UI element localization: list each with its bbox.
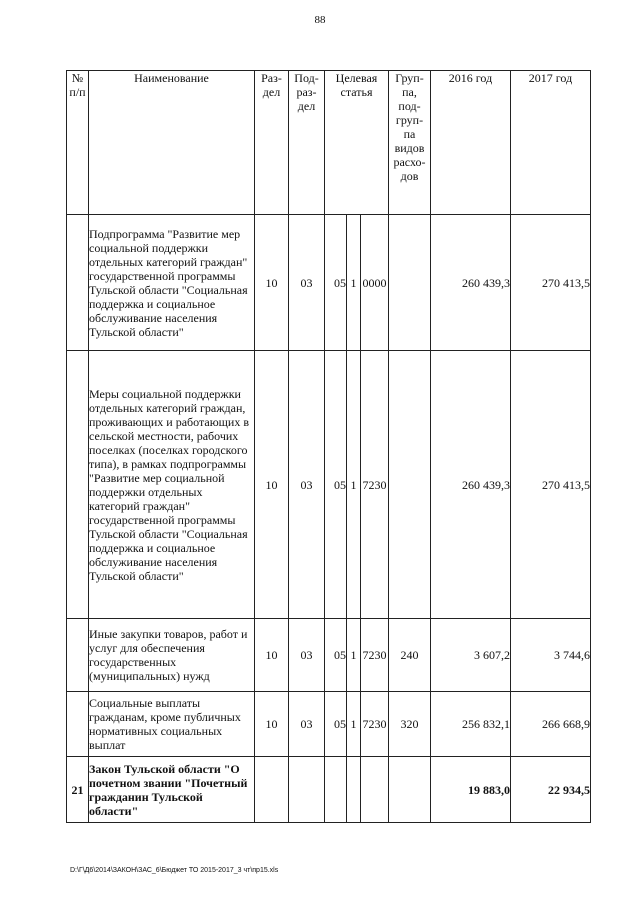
row-2017: 270 413,5 (511, 215, 591, 351)
row-name: Меры социальной поддержки отдельных категорий граждан, проживающих и работающих в сельской местности, рабочих поселках (поселках городского типа), в рамках подпрограммы "Развитие мер социальной поддержки отдельных категорий граждан" государственной программы Тульской области "Социальная поддержка и социальное обслуживание населения Тульской области" (89, 351, 255, 619)
table-row (67, 215, 591, 351)
header-gruppa: Груп- па, под- груп- па видов расхо- дов (389, 71, 431, 215)
row-gruppa (389, 351, 431, 619)
row-2016: 19 883,0 (431, 757, 511, 823)
row-cs-direction: 7230 (361, 619, 389, 692)
row-num (67, 351, 89, 619)
row-gruppa: 240 (389, 619, 431, 692)
header-celevaya-statya: Целевая статья (325, 71, 389, 215)
header-num: № п/п (67, 71, 89, 215)
row-cs-subprogram: 1 (347, 619, 361, 692)
header-name: Наименование (89, 71, 255, 215)
row-cs-program: 05 (325, 692, 347, 757)
row-name: Иные закупки товаров, работ и услуг для обеспечения государственных (муниципальных) нужд (89, 619, 255, 692)
row-name: Подпрограмма "Развитие мер социальной поддержки отдельных категорий граждан" государственной программы Тульской области "Социальная поддержка и социальное обслуживание населения Тульской области" (89, 215, 255, 351)
row-cs-direction (361, 757, 389, 823)
row-cs-program: 05 (325, 215, 347, 351)
row-razdel: 10 (255, 351, 289, 619)
row-cs-direction: 7230 (361, 692, 389, 757)
table-row (67, 692, 591, 757)
row-cs-direction: 7230 (361, 351, 389, 619)
row-gruppa (389, 757, 431, 823)
row-gruppa (389, 215, 431, 351)
page-number: 88 (314, 14, 326, 26)
row-cs-program (325, 757, 347, 823)
row-2017: 3 744,6 (511, 619, 591, 692)
row-cs-subprogram: 1 (347, 692, 361, 757)
table-row (67, 619, 591, 692)
footer-file-path: D:\Г\Д6\2014\ЗАКОН\ЗАС_6\Бюджет ТО 2015-2017_3 чт\пр15.xls (70, 867, 279, 874)
row-cs-subprogram (347, 757, 361, 823)
row-cs-direction: 0000 (361, 215, 389, 351)
table-header-row (67, 71, 591, 215)
table-row-total (67, 757, 591, 823)
row-name: Социальные выплаты гражданам, кроме публичных нормативных социальных выплат (89, 692, 255, 757)
budget-table (66, 70, 591, 823)
row-num (67, 619, 89, 692)
row-podrazdel: 03 (289, 692, 325, 757)
row-2016: 260 439,3 (431, 215, 511, 351)
row-cs-program: 05 (325, 619, 347, 692)
row-2016: 256 832,1 (431, 692, 511, 757)
header-razdel: Раз- дел (255, 71, 289, 215)
row-podrazdel: 03 (289, 351, 325, 619)
row-2016: 260 439,3 (431, 351, 511, 619)
row-name: Закон Тульской области "О почетном звании "Почетный гражданин Тульской области" (89, 757, 255, 823)
row-podrazdel: 03 (289, 215, 325, 351)
row-num (67, 692, 89, 757)
header-podrazdel: Под- раз- дел (289, 71, 325, 215)
row-gruppa: 320 (389, 692, 431, 757)
row-cs-subprogram: 1 (347, 215, 361, 351)
header-2017: 2017 год (511, 71, 591, 215)
row-num: 21 (67, 757, 89, 823)
row-2016: 3 607,2 (431, 619, 511, 692)
row-podrazdel (289, 757, 325, 823)
row-razdel: 10 (255, 692, 289, 757)
row-2017: 270 413,5 (511, 351, 591, 619)
header-2016: 2016 год (431, 71, 511, 215)
row-razdel: 10 (255, 619, 289, 692)
row-num (67, 215, 89, 351)
row-cs-subprogram: 1 (347, 351, 361, 619)
row-2017: 22 934,5 (511, 757, 591, 823)
row-cs-program: 05 (325, 351, 347, 619)
table-row (67, 351, 591, 619)
row-2017: 266 668,9 (511, 692, 591, 757)
row-razdel: 10 (255, 215, 289, 351)
row-razdel (255, 757, 289, 823)
row-podrazdel: 03 (289, 619, 325, 692)
